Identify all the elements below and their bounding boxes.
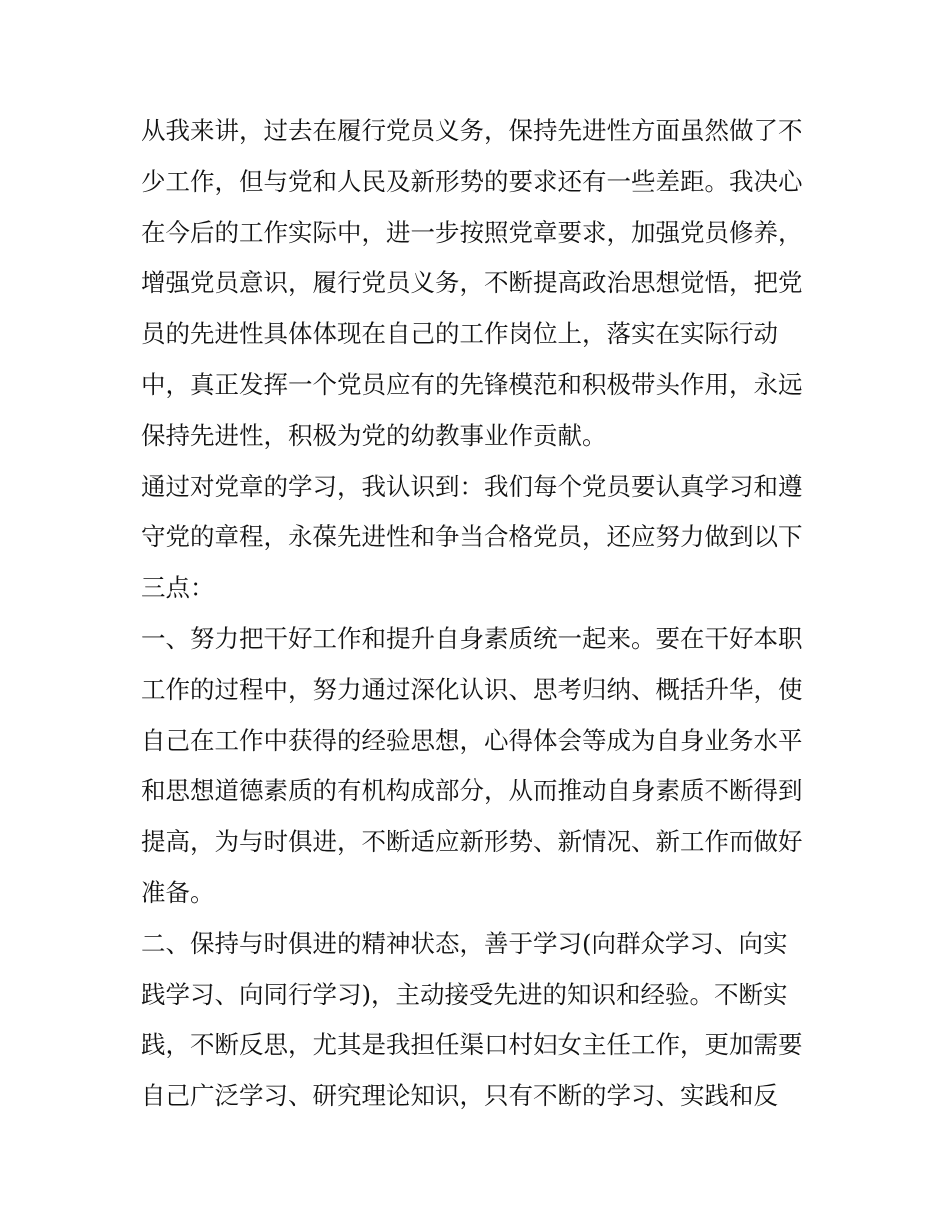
text-line: 增强党员意识，履行党员义务，不断提高政治思想觉悟，把党 [141,268,803,298]
text-line: 践学习、向同行学习)，主动接受先进的知识和经验。不断实 [141,979,788,1009]
text-line: 少工作，但与党和人民及新形势的要求还有一些差距。我决心 [141,166,803,196]
text-line: 和思想道德素质的有机构成部分，从而推动自身素质不断得到 [141,776,803,806]
text-line: 从我来讲，过去在履行党员义务，保持先进性方面虽然做了不 [141,116,803,145]
text-line: 在今后的工作实际中，进一步按照党章要求，加强党员修养， [141,217,803,247]
text-line: 保持先进性，积极为党的幼教事业作贡献。 [141,420,607,450]
text-line: 提高，为与时俱进，不断适应新形势、新情况、新工作而做好 [141,827,803,857]
text-line: 三点： [141,573,215,603]
text-line: 守党的章程，永葆先进性和争当合格党员，还应努力做到以下 [141,522,803,552]
text-line: 自己在工作中获得的经验思想，心得体会等成为自身业务水平 [141,725,803,755]
text-line: 员的先进性具体体现在自己的工作岗位上，落实在实际行动 [141,319,778,349]
text-line: 工作的过程中，努力通过深化认识、思考归纳、概括升华，使 [141,674,803,704]
text-line: 准备。 [141,877,215,907]
text-line: 践，不断反思，尤其是我担任渠口村妇女主任工作，更加需要 [141,1030,803,1060]
text-line: 自己广泛学习、研究理论知识，只有不断的学习、实践和反 [141,1081,778,1111]
text-line: 二、保持与时俱进的精神状态，善于学习(向群众学习、向实 [141,928,788,958]
document-body [141,106,821,1122]
text-line: 中，真正发挥一个党员应有的先锋模范和积极带头作用，永远 [141,369,803,399]
text-line: 通过对党章的学习，我认识到：我们每个党员要认真学习和遵 [141,471,803,501]
text-line: 一、努力把干好工作和提升自身素质统一起来。要在干好本职 [141,623,803,653]
